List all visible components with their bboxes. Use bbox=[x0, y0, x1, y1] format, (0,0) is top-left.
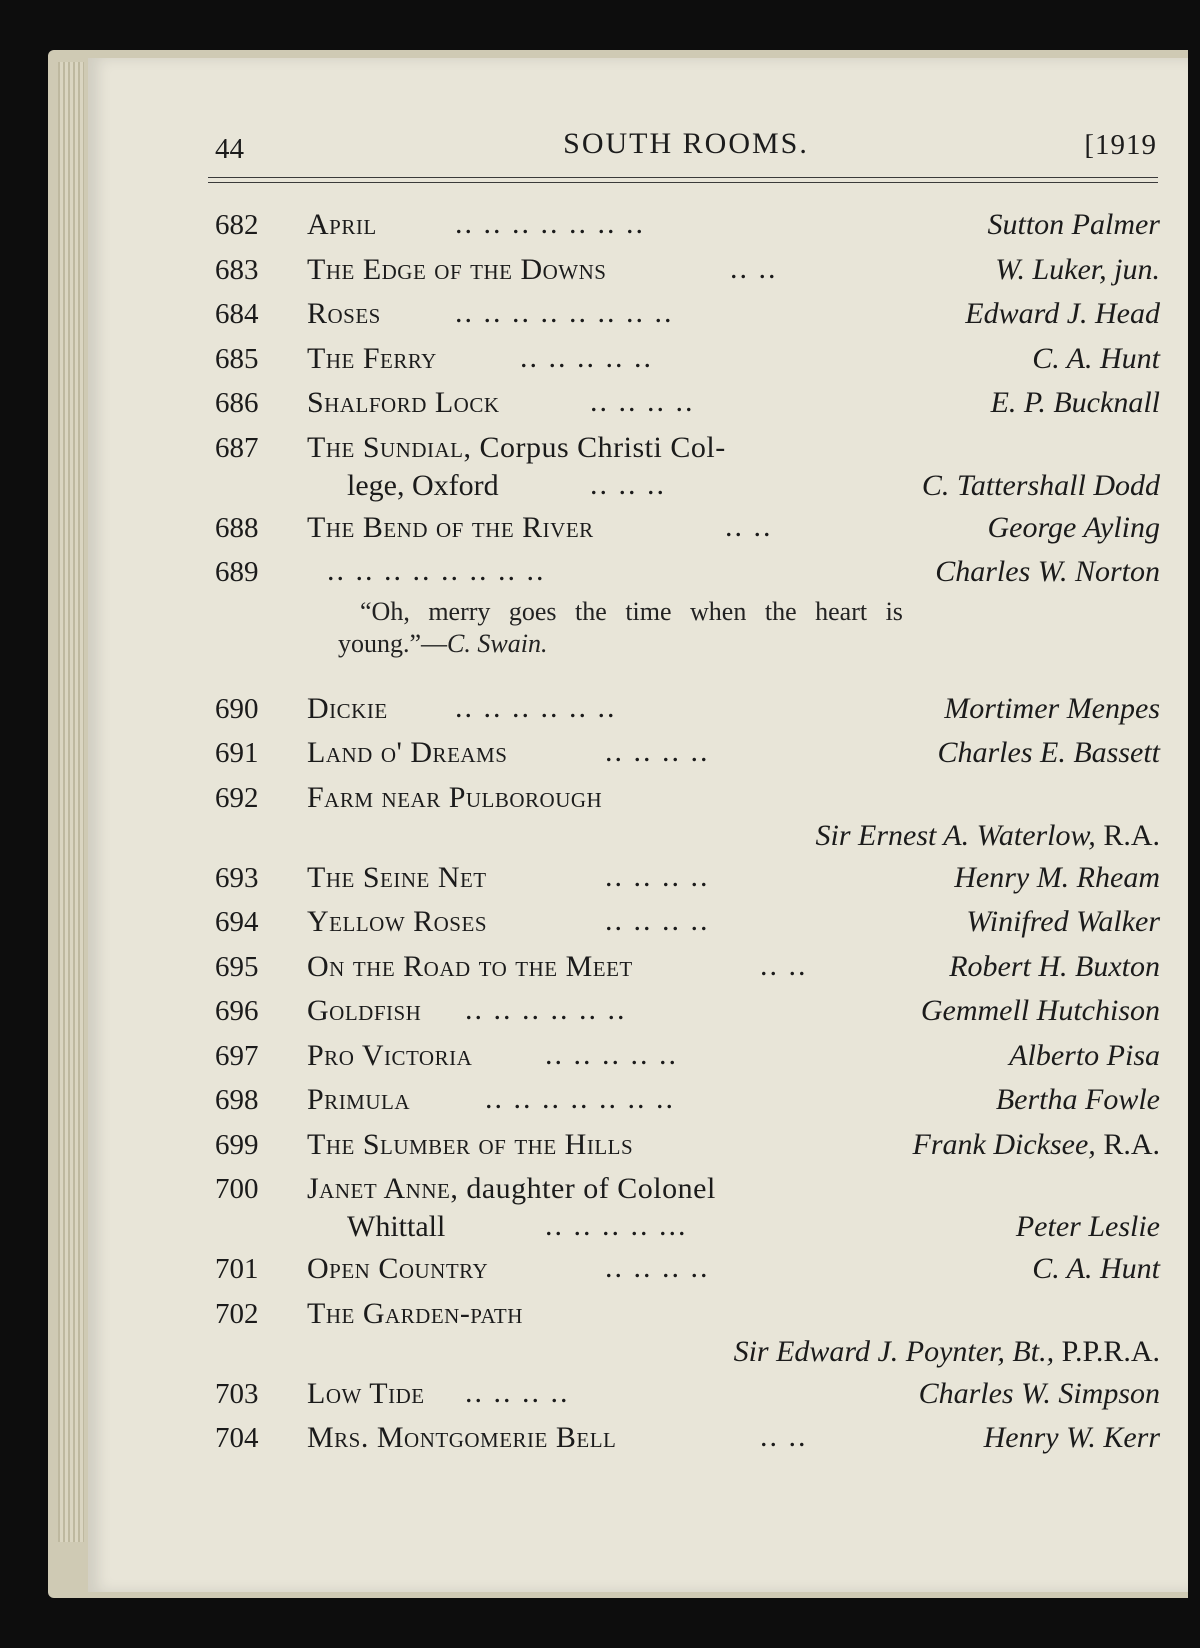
entry-artist bbox=[734, 1335, 1160, 1369]
entry-artist: Gemmell Hutchison bbox=[920, 994, 1160, 1027]
catalogue-entry bbox=[215, 1374, 1160, 1419]
catalogue-entry bbox=[215, 1418, 1160, 1463]
leader-dots: .. .. .. .. .. .. bbox=[455, 690, 617, 724]
catalogue-entry bbox=[215, 1249, 1160, 1294]
entry-title-rest: daughter of Colonel bbox=[466, 1172, 716, 1205]
entry-number: 682 bbox=[215, 209, 259, 241]
entry-title bbox=[307, 431, 726, 465]
leader-dots: .. .. .. .. ... bbox=[545, 1209, 688, 1242]
page-number: 44 bbox=[215, 133, 244, 165]
entry-title: On the Road to the Meet bbox=[307, 949, 633, 983]
leader-dots: .. .. .. .. bbox=[605, 1251, 710, 1284]
entry-artist: Edward J. Head bbox=[965, 297, 1160, 330]
leader-dots: .. .. .. bbox=[590, 467, 666, 501]
entry-number: 695 bbox=[215, 950, 259, 983]
entry-number: 684 bbox=[215, 298, 259, 330]
header-rule-double bbox=[208, 182, 1158, 183]
entry-artist: Henry W. Kerr bbox=[983, 1421, 1160, 1454]
catalogue-entry bbox=[215, 508, 1160, 553]
entry-number: 687 bbox=[215, 431, 259, 464]
entry-number: 697 bbox=[215, 1039, 259, 1072]
catalogue-entry bbox=[215, 778, 1160, 858]
entry-title-continued: Whittall bbox=[347, 1210, 446, 1243]
entry-title: The Edge of the Downs bbox=[307, 252, 607, 286]
catalogue-entry bbox=[215, 1294, 1160, 1374]
leader-dots: .. .. .. .. bbox=[605, 904, 710, 937]
catalogue-entry bbox=[215, 689, 1160, 734]
catalogue-entry bbox=[215, 902, 1160, 947]
entry-title: Primula bbox=[307, 1083, 411, 1116]
entry-number: 700 bbox=[215, 1173, 259, 1205]
entry-artist: Mortimer Menpes bbox=[944, 691, 1160, 725]
entry-artist bbox=[913, 1128, 1160, 1162]
artist-honour: R.A. bbox=[1103, 1127, 1160, 1161]
artist-honour: P.P.R.A. bbox=[1061, 1334, 1160, 1368]
artist-honour: R.A. bbox=[1103, 818, 1160, 852]
entry-artist: Alberto Pisa bbox=[1009, 1038, 1160, 1072]
entry-title: April bbox=[307, 208, 377, 241]
entry-artist: E. P. Bucknall bbox=[990, 386, 1160, 419]
entry-artist: Henry M. Rheam bbox=[954, 860, 1160, 894]
entry-title-caps: Janet Anne, bbox=[307, 1172, 459, 1205]
entry-artist: C. Tattershall Dodd bbox=[921, 468, 1160, 502]
entry-number: 689 bbox=[215, 556, 259, 588]
entry-number: 694 bbox=[215, 906, 259, 938]
catalogue-entry bbox=[215, 205, 1160, 250]
catalogue-entry bbox=[215, 250, 1160, 295]
quote-end: young.”— bbox=[338, 628, 448, 658]
leader-dots: .. .. .. .. .. bbox=[545, 1037, 678, 1071]
entry-number: 691 bbox=[215, 737, 259, 769]
entry-title: The Ferry bbox=[307, 341, 437, 375]
entry-artist: Charles E. Bassett bbox=[937, 736, 1160, 769]
entry-title: The Bend of the River bbox=[307, 510, 594, 544]
entry-title: Goldfish bbox=[307, 994, 422, 1027]
entry-artist: C. A. Hunt bbox=[1032, 341, 1160, 375]
entry-number: 688 bbox=[215, 511, 259, 544]
leader-dots: .. .. .. .. .. .. .. bbox=[485, 1082, 675, 1115]
entry-number: 701 bbox=[215, 1253, 259, 1285]
leader-dots: .. .. .. .. bbox=[465, 1375, 570, 1409]
catalogue-list bbox=[215, 205, 1160, 1463]
entry-title: Land o' Dreams bbox=[307, 736, 508, 769]
leader-dots: .. .. .. .. .. .. .. bbox=[455, 207, 645, 240]
entry-number: 686 bbox=[215, 387, 259, 419]
catalogue-entry bbox=[215, 339, 1160, 384]
entry-artist: Charles W. Norton bbox=[935, 555, 1160, 588]
entry-number: 698 bbox=[215, 1084, 259, 1116]
page-header bbox=[215, 125, 1157, 171]
catalogue-entry bbox=[215, 383, 1160, 428]
leader-dots: .. .. .. .. .. .. .. .. bbox=[455, 296, 674, 329]
leader-dots: .. .. bbox=[760, 948, 808, 982]
catalogue-entry bbox=[215, 858, 1160, 903]
entry-number: 703 bbox=[215, 1377, 259, 1410]
entry-title: Open Country bbox=[307, 1252, 489, 1285]
leader-dots: .. .. .. .. bbox=[605, 735, 710, 768]
leader-dots: .. .. bbox=[725, 509, 773, 543]
entry-title: Pro Victoria bbox=[307, 1038, 473, 1072]
leader-dots: .. .. .. .. .. bbox=[520, 340, 653, 374]
catalogue-entry bbox=[215, 733, 1160, 778]
entry-artist bbox=[816, 819, 1161, 853]
entry-number: 704 bbox=[215, 1422, 259, 1454]
entry-artist: George Ayling bbox=[987, 510, 1160, 544]
quote-line: “Oh, merry goes the time when the heart is bbox=[360, 596, 903, 626]
entry-title: Roses bbox=[307, 297, 381, 330]
leader-dots: .. .. .. .. .. .. .. .. bbox=[327, 554, 546, 587]
leader-dots: .. .. .. .. bbox=[605, 859, 710, 893]
entry-artist: Robert H. Buxton bbox=[949, 949, 1160, 983]
entry-number: 693 bbox=[215, 861, 259, 894]
page-stack bbox=[58, 62, 84, 1542]
entry-number: 683 bbox=[215, 253, 259, 286]
catalogue-entry bbox=[215, 1125, 1160, 1170]
entry-title: Low Tide bbox=[307, 1376, 425, 1410]
entry-title-continued: lege, Oxford bbox=[347, 468, 499, 502]
catalogue-entry bbox=[215, 294, 1160, 339]
entry-title: The Slumber of the Hills bbox=[307, 1127, 634, 1161]
entry-artist: Bertha Fowle bbox=[995, 1083, 1160, 1116]
entry-number: 696 bbox=[215, 995, 259, 1027]
catalogue-entry bbox=[215, 428, 1160, 508]
entry-title-rest: Corpus Christi Col- bbox=[479, 430, 726, 464]
entry-title: Mrs. Montgomerie Bell bbox=[307, 1421, 617, 1454]
artist-name: Sir Edward J. Poynter, Bt., bbox=[733, 1334, 1055, 1368]
artist-name: Sir Ernest A. Waterlow, bbox=[815, 818, 1096, 852]
entry-artist: W. Luker, jun. bbox=[995, 252, 1160, 286]
header-rule bbox=[208, 177, 1158, 178]
leader-dots: .. .. bbox=[730, 251, 778, 285]
catalogue-entry bbox=[215, 1036, 1160, 1081]
leader-dots: .. .. bbox=[760, 1420, 808, 1453]
entry-title: Dickie bbox=[307, 691, 388, 725]
entry-title-caps: The Sundial, bbox=[307, 430, 472, 464]
entry-number: 702 bbox=[215, 1297, 259, 1330]
leader-dots: .. .. .. .. bbox=[590, 385, 695, 418]
quote-author: C. Swain. bbox=[447, 628, 548, 658]
quote-line bbox=[338, 629, 547, 659]
entry-artist: Winifred Walker bbox=[966, 905, 1160, 938]
entry-title: Shalford Lock bbox=[307, 386, 500, 419]
catalogue-entry bbox=[215, 552, 1160, 597]
entry-title: The Seine Net bbox=[307, 860, 487, 894]
catalogue-entry bbox=[215, 1080, 1160, 1125]
catalogue-entry bbox=[215, 1169, 1160, 1249]
artist-name: Frank Dicksee, bbox=[912, 1127, 1096, 1161]
entry-artist: Charles W. Simpson bbox=[918, 1376, 1160, 1410]
entry-artist: Peter Leslie bbox=[1015, 1210, 1160, 1243]
catalogue-entry bbox=[215, 947, 1160, 992]
entry-artist: Sutton Palmer bbox=[987, 208, 1160, 241]
entry-artist: C. A. Hunt bbox=[1032, 1252, 1160, 1285]
entry-number: 690 bbox=[215, 692, 259, 725]
entry-title bbox=[307, 1172, 716, 1206]
entry-number: 692 bbox=[215, 781, 259, 814]
entry-title: The Garden-path bbox=[307, 1296, 523, 1330]
entry-number: 685 bbox=[215, 342, 259, 375]
entry-title: Farm near Pulborough bbox=[307, 780, 603, 814]
catalogue-entry bbox=[215, 991, 1160, 1036]
page-title: SOUTH ROOMS. bbox=[563, 127, 809, 160]
entry-number: 699 bbox=[215, 1128, 259, 1161]
quotation bbox=[215, 597, 1160, 689]
entry-title: Yellow Roses bbox=[307, 905, 487, 938]
leader-dots: .. .. .. .. .. .. bbox=[465, 993, 627, 1026]
page-year: [1919 bbox=[1084, 129, 1157, 161]
